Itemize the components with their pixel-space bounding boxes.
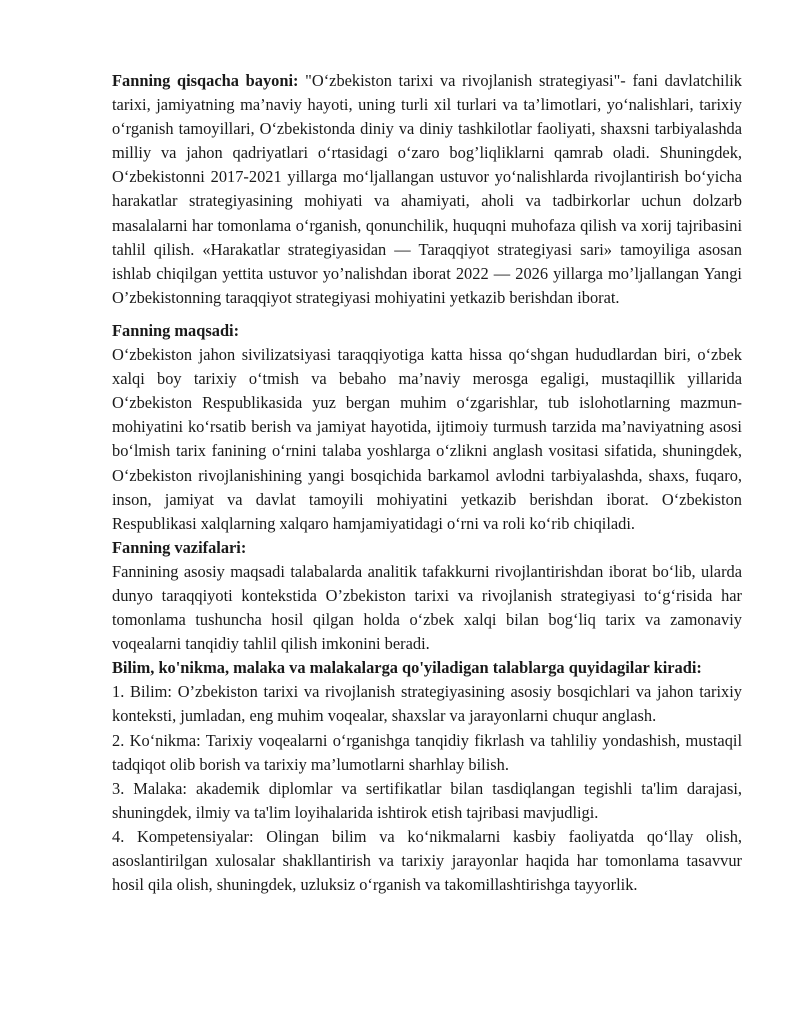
requirement-item-bilim: 1. Bilim: O’zbekiston tarixi va rivojlanish strategiyasining asosiy bosqichlari va jahon tarixiy konteksti, jumladan, eng muhim voqealar, shaxslar va jarayonlarni chuqur anglash. [112,682,742,726]
requirement-item-malaka: 3. Malaka: akademik diplomlar va sertifikatlar bilan tasdiqlangan tegishli ta'lim darajasi, shuningdek, ilmiy va ta'lim loyihalarida ishtirok etish tajribasi mavjudligi. [112,778,742,822]
goal-text: O‘zbekiston jahon sivilizatsiyasi taraqqiyotiga katta hissa qo‘shgan hududlardan biri, o‘zbek xalqi boy tarixiy o‘tmish va bebaho ma’naviy merosga egaligi, mustaqillik yillarida O‘zbekiston Respublikasida yuz bergan muhim o‘zgarishlar, tub islohotlarning mazmun-mohiyatini ko‘rsatib berish va jamiyat hayotida, ijtimoiy turmush tarzida ma’naviyatning asosi bo‘lmish tarix fanining o‘rnini talaba yoshlarga o‘zlikni anglash vositasi sifatida, shuningdek, O‘zbekiston rivojlanishining yangi bosqichida barkamol avlodni tarbiyalashda, shaxs, fuqaro, inson, jamiyat va davlat tamoyili mohiyatini yetkazib berishdan iborat. O‘zbekiston Respublikasi xalqlarning xalqaro hamjamiyatidagi o‘rni va roli ko‘rib chiqiladi. [112,345,742,533]
requirement-item-konikma: 2. Ko‘nikma: Tarixiy voqealarni o‘rganishga tanqidiy fikrlash va tahliliy yondashish, mustaqil tadqiqot olib borish va tarixiy ma’lumotlarni sharhlay bilish. [112,730,742,774]
requirements-heading: Bilim, ko'nikma, malaka va malakalarga qo'yiladigan talablarga quyidagilar kiradi: [112,658,702,678]
requirement-item-kompetensiyalar: 4. Kompetensiyalar: Olingan bilim va ko‘nikmalarni kasbiy faoliyatda qo‘llay olish, asoslantirilgan xulosalar shakllantirish va tarixiy jarayonlar haqida har tomonlama tasavvur hosil qila olish, shuningdek, uzluksiz o‘rganish va takomillashtirishga tayyorlik. [112,826,742,895]
summary-label: Fanning qisqacha bayoni: [112,71,299,90]
tasks-heading: Fanning vazifalari: [112,537,247,557]
tasks-text: Fannining asosiy maqsadi talabalarda analitik tafakkurni rivojlantirishdan iborat bo‘lib, ularda dunyo taraqqiyoti kontekstida O’zbekiston tarixi va rivojlanish strategiyasi to‘g‘risida har tomonlama tushuncha hosil qilgan holda o‘zbek xalqi bilan bog‘liq tarix va zamonaviy voqealarni tanqidiy tahlil qilish imkonini beradi. [112,561,742,654]
summary-paragraph [112,69,742,310]
summary-text: "O‘zbekiston tarixi va rivojlanish strategiyasi"- fani davlatchilik tarixi, jamiyatning ma’naviy hayoti, uning turli xil turlari va ta’limotlari, yo‘nalishlari, tarixiy o‘rganish tamoyillari, O‘zbekistonda diniy va diniy tashkilotlar faoliyati, shaxsni tarbiyalashda milliy va jahon qadriyatlari o‘rtasidagi o‘zaro bog’liqliklarni qamrab oladi. Shuningdek, O‘zbekistonni 2017-2021 yillarga mo‘ljallangan ustuvor yo‘nalishlarda rivojlantirish bo‘yicha harakatlar strategiyasining mohiyati va ahamiyati, aholi va tadbirkorlar uchun dolzarb masalalarni har tomonlama o‘rganish, qonunchilik, huquqni muhofaza qilish va xorij tajribasini tahlil qilish. «Harakatlar strategiyasidan — Taraqqiyot strategiyasi sari» tamoyiliga asosan ishlab chiqilgan yettita ustuvor yo’nalishdan iborat 2022 — 2026 yillarga mo’ljallangan Yangi O’zbekistonning taraqqiyot strategiyasi mohiyatini yetkazib berishdan iborat. [112,71,742,307]
goal-heading: Fanning maqsadi: [112,320,240,340]
document-page [112,69,742,897]
